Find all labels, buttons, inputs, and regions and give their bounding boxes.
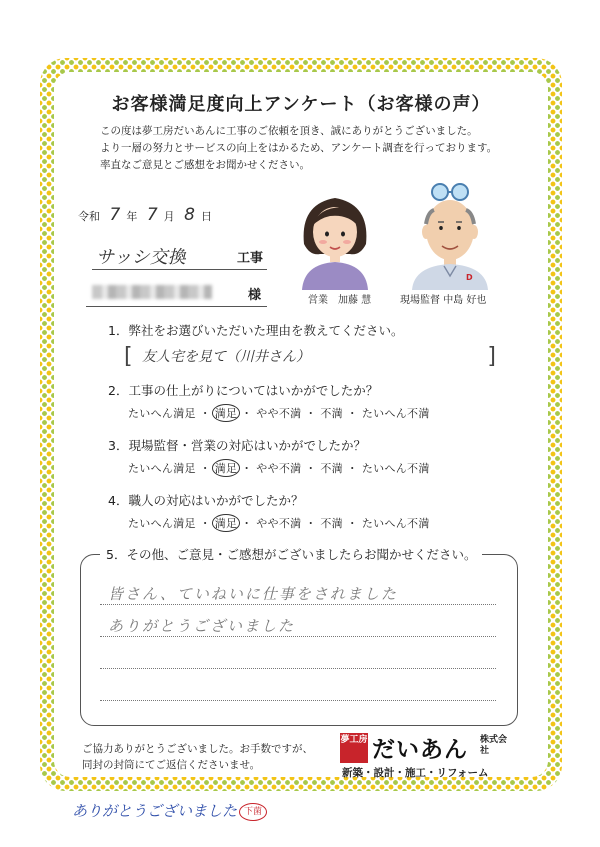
option-dissatisfied: 不満 — [320, 407, 343, 420]
thanks-message — [82, 741, 313, 773]
option-dissatisfied: 不満 — [320, 462, 343, 475]
option-separator: ・ — [199, 462, 211, 475]
handwritten-footer — [72, 800, 267, 821]
option-separator: ・ — [305, 407, 317, 420]
answer-close-bracket: ] — [487, 344, 496, 369]
option-separator: ・ — [241, 517, 253, 530]
option-somewhat-dissatisfied: やや不満 — [256, 517, 302, 530]
year-value: 7 — [109, 205, 121, 225]
answer-line — [100, 604, 496, 605]
logo-tagline: 新築・設計・施工・リフォーム — [342, 767, 489, 779]
customer-honorific: 様 — [247, 288, 261, 303]
option-very-satisfied: たいへん満足 — [128, 462, 196, 475]
question-2: 2．工事の仕上がりについてはいかがでしたか？ — [108, 383, 379, 398]
option-dissatisfied: 不満 — [320, 517, 343, 530]
option-satisfied-selected: 満足 — [212, 514, 241, 532]
question-1-answer: 友人宅を見て（川井さん） — [142, 349, 310, 365]
answer-line — [100, 700, 496, 701]
question-3-options — [128, 460, 430, 476]
svg-text:D: D — [466, 273, 473, 282]
question-5: 5．その他、ご意見・ご感想がございましたらお聞かせください。 — [100, 545, 482, 563]
option-very-dissatisfied: たいへん不満 — [361, 462, 430, 475]
month-unit: 月 — [163, 210, 175, 223]
option-satisfied-selected: 満足 — [212, 404, 241, 422]
answer-line — [100, 636, 496, 637]
option-separator: ・ — [241, 407, 253, 420]
logo-badge: 夢工房 — [340, 733, 368, 763]
thanks-line: 同封の封筒にてご返信くださいませ。 — [82, 759, 261, 771]
answer-open-bracket: [ — [124, 344, 133, 369]
question-3: 3．現場監督・営業の対応はいかがでしたか？ — [108, 438, 366, 453]
sales-role: 営業 — [308, 295, 328, 306]
supervisor-caption — [400, 291, 486, 306]
company-logo — [340, 731, 512, 779]
option-very-dissatisfied: たいへん不満 — [361, 407, 430, 420]
question-5-answer-line-1: 皆さん、ていねいに仕事をされました — [108, 585, 398, 603]
option-separator: ・ — [346, 517, 359, 530]
era-label: 令和 — [78, 210, 100, 223]
question-4-options — [128, 515, 430, 531]
answer-line — [100, 668, 496, 669]
day-unit: 日 — [200, 210, 212, 223]
supervisor-name: 中島 好也 — [443, 295, 487, 306]
option-somewhat-dissatisfied: やや不満 — [256, 462, 302, 475]
month-value: 7 — [146, 205, 158, 225]
job-value: サッシ交換 — [96, 247, 186, 268]
page-title: お客様満足度向上アンケート（お客様の声） — [111, 94, 491, 115]
redacted-customer-name — [92, 285, 212, 299]
sales-name: 加藤 慧 — [338, 295, 372, 306]
name-stamp: 下菌 — [239, 803, 267, 821]
supervisor-role: 現場監督 — [400, 295, 440, 306]
question-1: 1．弊社をお選びいただいた理由を教えてください。 — [108, 323, 404, 338]
option-separator: ・ — [346, 407, 359, 420]
date-field — [78, 205, 212, 225]
option-separator: ・ — [346, 462, 359, 475]
customer-field — [86, 280, 267, 307]
logo-company-type: 株式会社 — [480, 735, 508, 756]
job-label: 工事 — [236, 251, 263, 266]
option-somewhat-dissatisfied: やや不満 — [256, 407, 302, 420]
intro-line: 率直なご意見とご感想をお聞かせください。 — [100, 159, 310, 171]
thanks-line: ご協力ありがとうございました。お手数ですが、 — [82, 743, 313, 755]
question-5-answer-line-2: ありがとうございました — [108, 617, 296, 635]
site-supervisor-illustration — [404, 176, 496, 290]
option-separator: ・ — [241, 462, 253, 475]
footer-note: ありがとうございました — [72, 802, 238, 820]
intro-line: この度は夢工房だいあんに工事のご依頼を頂き、誠にありがとうございました。 — [100, 125, 478, 137]
intro-text — [100, 123, 520, 174]
intro-line: より一層の努力とサービスの向上をはかるため、アンケート調査を行っております。 — [100, 142, 498, 154]
question-4: 4．職人の対応はいかがでしたか？ — [108, 493, 304, 508]
question-2-options — [128, 405, 430, 421]
option-separator: ・ — [199, 407, 211, 420]
option-very-satisfied: たいへん満足 — [128, 407, 196, 420]
job-field — [92, 243, 267, 270]
day-value: 8 — [184, 205, 195, 225]
option-separator: ・ — [305, 517, 317, 530]
option-very-dissatisfied: たいへん不満 — [361, 517, 430, 530]
option-separator: ・ — [305, 462, 317, 475]
question-1-answer-box — [124, 342, 496, 372]
option-very-satisfied: たいへん満足 — [128, 517, 196, 530]
logo-name: だいあん — [372, 737, 468, 763]
option-separator: ・ — [199, 517, 211, 530]
year-unit: 年 — [126, 210, 138, 223]
sales-caption — [308, 291, 371, 306]
sales-staff-illustration — [290, 186, 380, 290]
option-satisfied-selected: 満足 — [212, 459, 241, 477]
